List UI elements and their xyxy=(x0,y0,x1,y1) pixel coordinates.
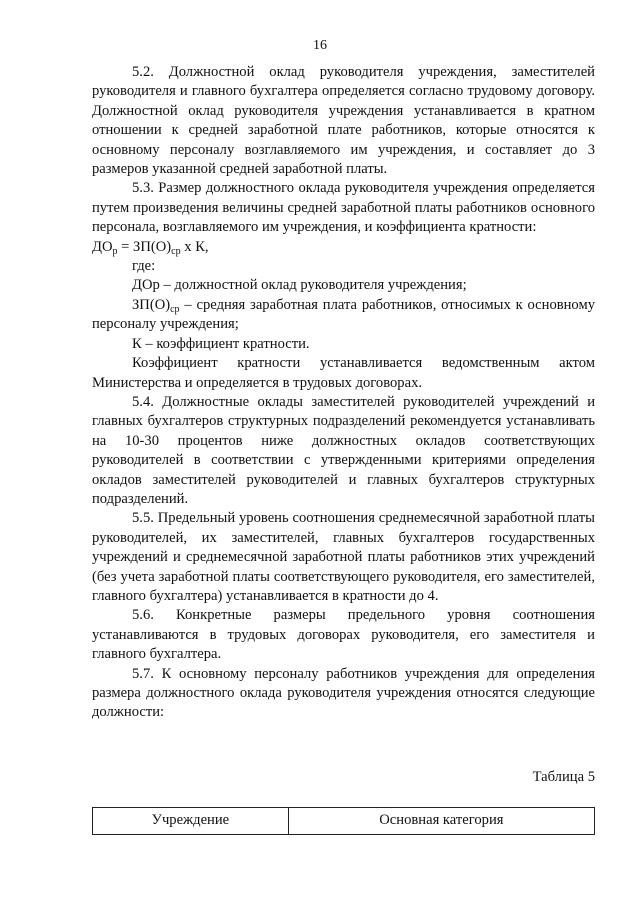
formula-mid: = ЗП(О) xyxy=(117,238,172,255)
table-label: Таблица 5 xyxy=(532,769,595,785)
positions-table xyxy=(92,807,595,835)
coefficient-note: Коэффициент кратности устанавливается ведомственным актом Министерства и определяется в трудовых договорах. xyxy=(92,355,595,391)
formula xyxy=(92,238,595,257)
paragraph-5-6: 5.6. Конкретные размеры предельного уровня соотношения устанавливаются в трудовых договорах руководителя, его заместителя и главного бухгалтера. xyxy=(92,607,595,663)
definition-zp xyxy=(92,296,595,335)
formula-left-sub: р xyxy=(112,245,118,257)
definition-zp-rest: – средняя заработная плата работников, относимых к основному персоналу учреждения; xyxy=(92,296,595,333)
page-number: 16 xyxy=(313,38,327,53)
paragraph-5-5: 5.5. Предельный уровень соотношения среднемесячной заработной платы руководителей, их заместителей, главных бухгалтеров государственных учреждений и среднемесячной заработной платы работников этих учреждений (без учета заработной платы соответствующего руководителя, его заместителей, главного бухгалтера) устанавливается в кратности до 4. xyxy=(92,510,595,604)
definition-zp-sub: ср xyxy=(170,303,180,315)
document-body xyxy=(92,63,595,723)
definition-do: ДОр – должностной оклад руководителя учреждения; xyxy=(132,277,467,294)
table-header-category: Основная категория xyxy=(288,808,594,835)
paragraph-5-3: 5.3. Размер должностного оклада руководителя учреждения определяется путем произведения величины средней заработной платы работников основного персонала, возглавляемого им учреждения, и коэффициента кратности: xyxy=(92,180,595,236)
formula-left: ДО xyxy=(92,238,113,255)
table-header-row xyxy=(93,808,595,835)
paragraph-5-7: 5.7. К основному персоналу работников учреждения для определения размера должностного оклада руководителя учреждения относятся следующие должности: xyxy=(92,665,595,721)
table-header-institution: Учреждение xyxy=(93,808,289,835)
definition-zp-lead: ЗП(О) xyxy=(132,296,171,313)
definition-k: К – коэффициент кратности. xyxy=(132,335,310,352)
where-label: где: xyxy=(132,258,156,275)
paragraph-5-2: 5.2. Должностной оклад руководителя учреждения, заместителей руководителя и главного бухгалтера определяется согласно трудовому договору. Должностной оклад руководителя учреждения устанавливается в кратном отношении к средней заработной плате работников, которые относятся к основному персоналу возглавляемого им учреждения, и составляет до 3 размеров указанной средней заработной платы. xyxy=(92,64,595,178)
paragraph-5-4: 5.4. Должностные оклады заместителей руководителей учреждений и главных бухгалтеров структурных подразделений рекомендуется устанавливать на 10-30 процентов ниже должностных окладов соответствующих руководителей в соответствии с утвержденными критериями определения окладов заместителей руководителей и главных бухгалтеров структурных подразделений. xyxy=(92,393,595,507)
formula-right: х К, xyxy=(180,238,209,255)
formula-mid-sub: ср xyxy=(171,245,181,257)
